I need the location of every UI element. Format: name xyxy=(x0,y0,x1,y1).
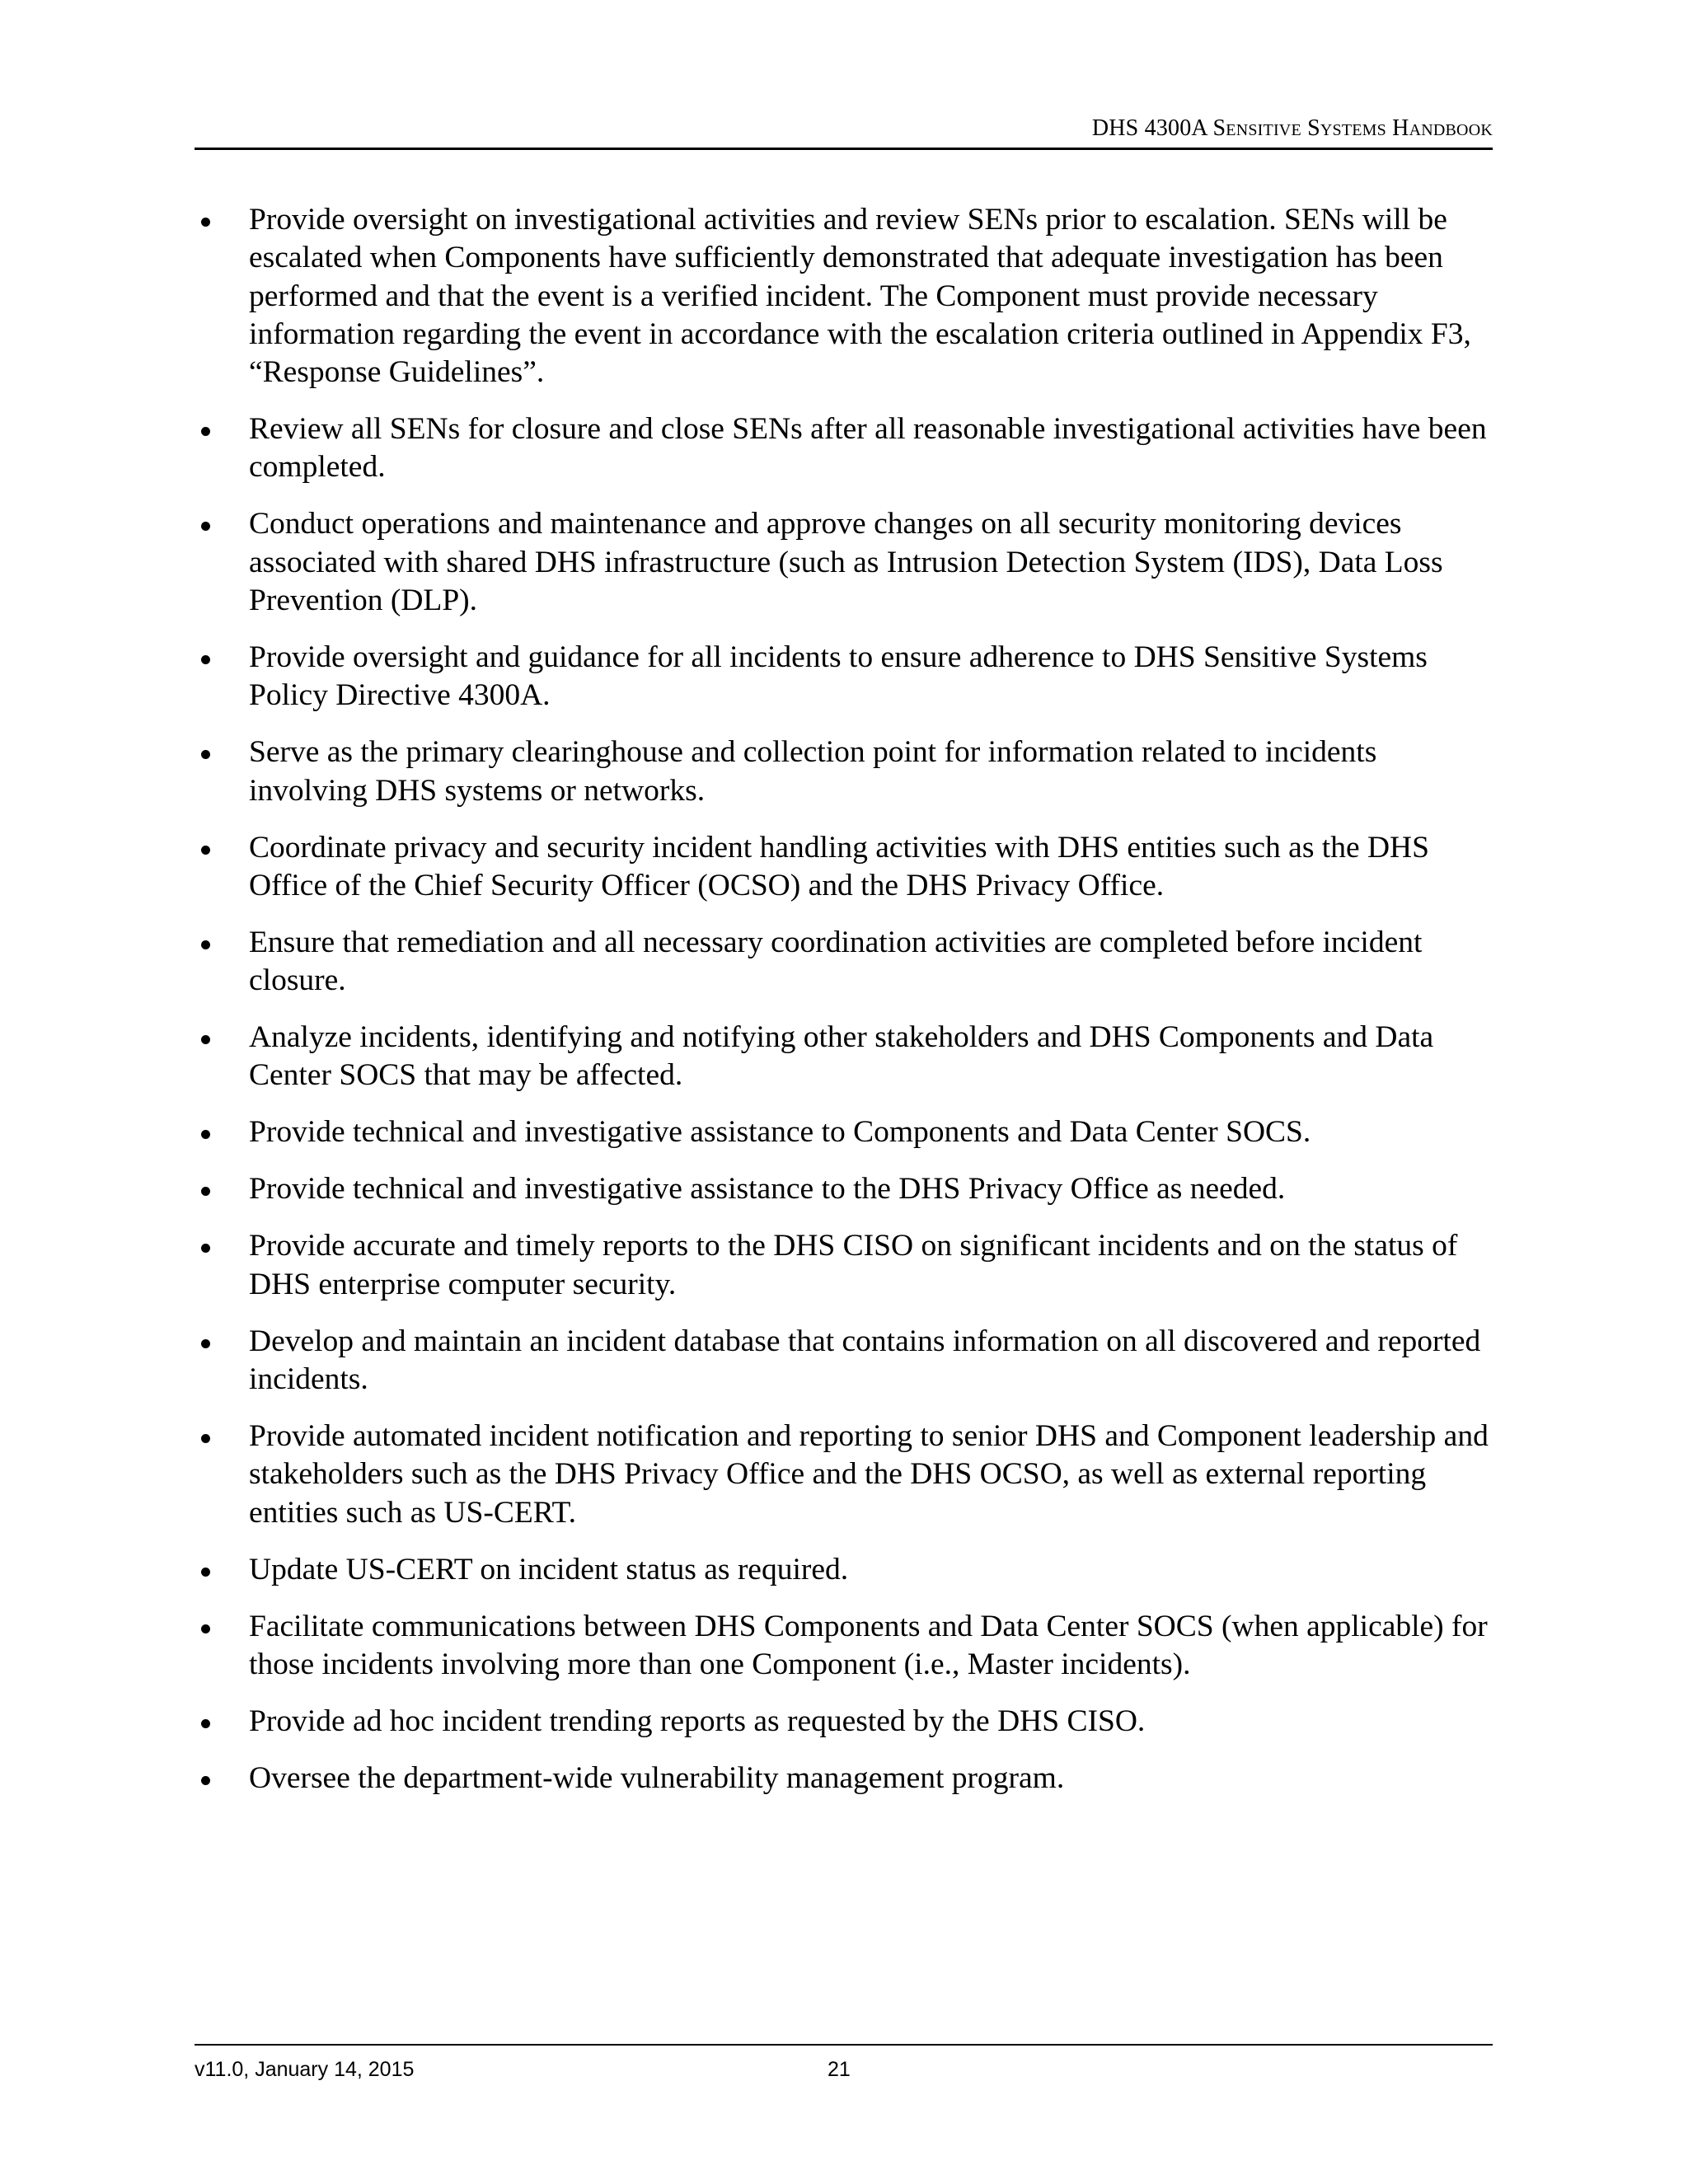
list-item xyxy=(195,1551,1493,1589)
list-item-text: Provide accurate and timely reports to the DHS CISO on significant incidents and on the status of DHS enterprise computer security. xyxy=(249,1229,1458,1301)
header-title-word-1: Sensitive xyxy=(1212,115,1301,141)
list-item-text: Analyze incidents, identifying and notifying other stakeholders and DHS Components and Data Center SOCS that may be affected. xyxy=(249,1020,1434,1093)
list-item xyxy=(195,410,1493,487)
list-item-text: Develop and maintain an incident database that contains information on all discovered and reported incidents. xyxy=(249,1324,1481,1396)
list-item xyxy=(195,1608,1493,1685)
running-header xyxy=(195,114,1493,143)
list-item-text: Provide technical and investigative assistance to Components and Data Center SOCS. xyxy=(249,1115,1311,1150)
list-item xyxy=(195,733,1493,810)
header-title-word-2: Systems xyxy=(1307,115,1386,141)
bullet-icon xyxy=(201,1624,210,1633)
bullet-icon xyxy=(201,1719,210,1728)
header-doc-code: DHS 4300A xyxy=(1091,115,1207,141)
list-item xyxy=(195,1019,1493,1095)
list-item xyxy=(195,1760,1493,1797)
list-item xyxy=(195,924,1493,1001)
footer-version: v11.0, January 14, 2015 xyxy=(195,2058,415,2081)
bullet-icon xyxy=(201,1187,210,1196)
bullet-icon xyxy=(201,1130,210,1139)
bullet-icon xyxy=(201,1339,210,1348)
list-item-text: Provide oversight and guidance for all incidents to ensure adherence to DHS Sensitive Systems Policy Directive 4300A. xyxy=(249,640,1428,713)
list-item-text: Provide technical and investigative assistance to the DHS Privacy Office as needed. xyxy=(249,1172,1286,1207)
list-item xyxy=(195,639,1493,715)
list-item-text: Coordinate privacy and security incident handling activities with DHS entities such as the DHS Office of the Chief Security Officer (OCSO) and the DHS Privacy Office. xyxy=(249,830,1429,902)
bullet-icon xyxy=(201,1244,210,1253)
bullet-icon xyxy=(201,846,210,855)
list-item xyxy=(195,201,1493,391)
responsibilities-list xyxy=(195,201,1493,1816)
list-item xyxy=(195,505,1493,620)
bullet-icon xyxy=(201,1776,210,1785)
list-item xyxy=(195,1227,1493,1304)
list-item-text: Ensure that remediation and all necessary coordination activities are completed before incident closure. xyxy=(249,925,1423,998)
bullet-icon xyxy=(201,655,210,664)
bullet-icon xyxy=(201,1035,210,1044)
bullet-icon xyxy=(201,427,210,436)
bullet-icon xyxy=(201,522,210,531)
list-item-text: Provide ad hoc incident trending reports as requested by the DHS CISO. xyxy=(249,1704,1146,1738)
list-item-text: Serve as the primary clearinghouse and collection point for information related to incidents involving DHS systems or networks. xyxy=(249,735,1377,808)
list-item xyxy=(195,1703,1493,1741)
bullet-icon xyxy=(201,1568,210,1577)
list-item-text: Oversee the department-wide vulnerability management program. xyxy=(249,1760,1065,1795)
page-number: 21 xyxy=(828,2058,851,2081)
list-item-text: Review all SENs for closure and close SENs after all reasonable investigational activities have been completed. xyxy=(249,412,1487,485)
list-item xyxy=(195,1418,1493,1532)
list-item xyxy=(195,1323,1493,1399)
list-item-text: Provide oversight on investigational activities and review SENs prior to escalation. SENs will be escalated when Components have sufficiently demonstrated that adequate investigation has been performed and that the event is a verified incident. The Component must provide necessary information regarding the event in accordance with the escalation criteria outlined in Appendix F3, “Response Guidelines”. xyxy=(249,203,1471,390)
list-item-text: Provide automated incident notification and reporting to senior DHS and Component leadership and stakeholders such as the DHS Privacy Office and the DHS OCSO, as well as external reporting entities such as US-CERT. xyxy=(249,1418,1489,1530)
bullet-icon xyxy=(201,750,210,759)
header-title-word-3: Handbook xyxy=(1392,115,1493,141)
list-item-text: Update US-CERT on incident status as required. xyxy=(249,1552,849,1586)
list-item xyxy=(195,829,1493,906)
bullet-icon xyxy=(201,1434,210,1443)
list-item xyxy=(195,1170,1493,1208)
bullet-icon xyxy=(201,940,210,949)
list-item-text: Facilitate communications between DHS Components and Data Center SOCS (when applicable) for those incidents involving more than one Component (i.e., Master incidents). xyxy=(249,1609,1488,1681)
footer-divider xyxy=(195,2044,1493,2046)
list-item-text: Conduct operations and maintenance and approve changes on all security monitoring devices associated with shared DHS infrastructure (such as Intrusion Detection System (IDS), Data Loss Prevention (DLP). xyxy=(249,507,1443,618)
bullet-icon xyxy=(201,218,210,227)
header-divider xyxy=(195,148,1493,150)
list-item xyxy=(195,1113,1493,1151)
